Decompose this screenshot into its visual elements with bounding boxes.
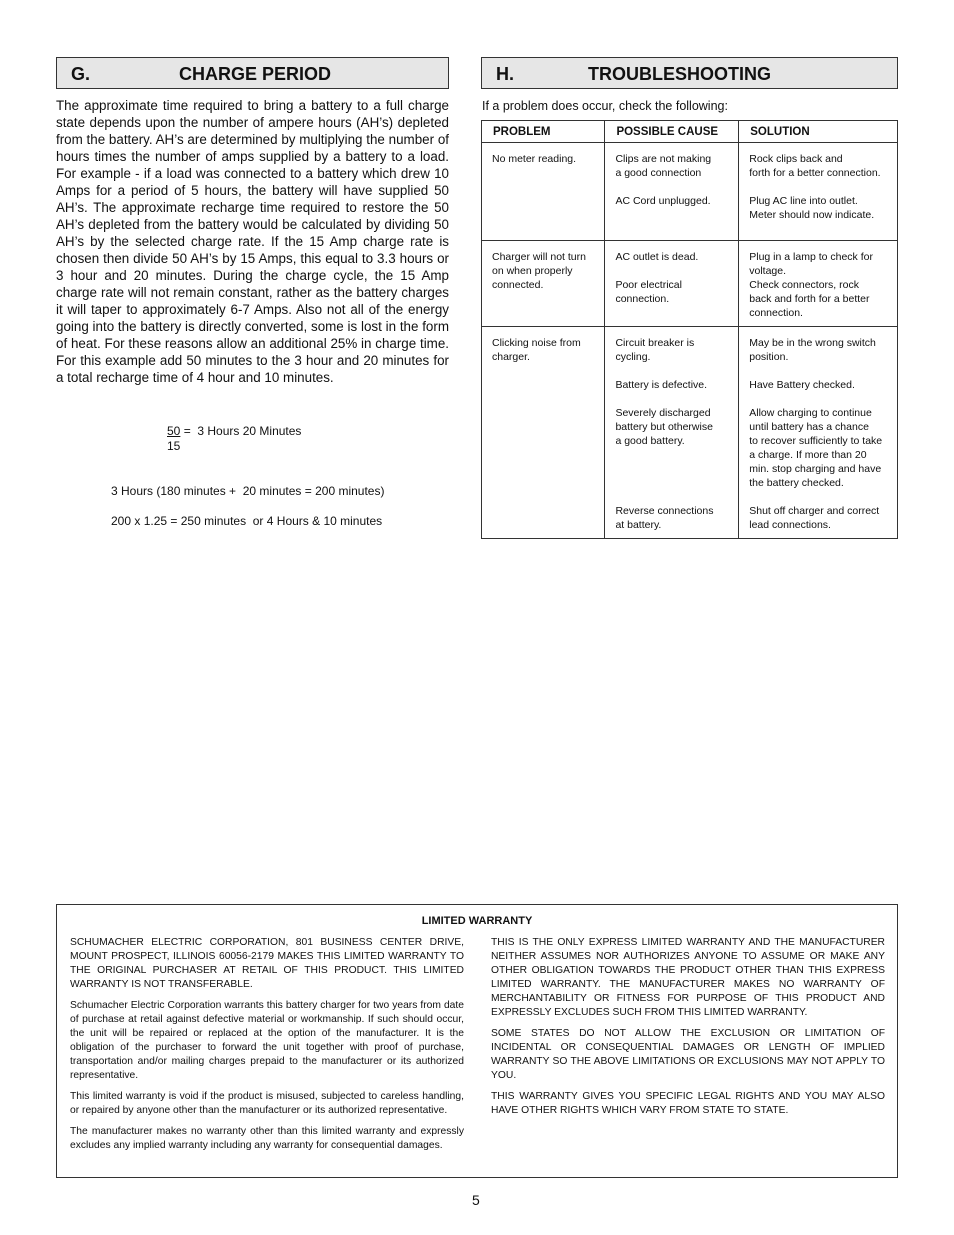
warranty-paragraph: SCHUMACHER ELECTRIC CORPORATION, 801 BUSINESS CENTER DRIVE, MOUNT PROSPECT, ILLINOIS 60056-2179 MAKES THIS LIMITED WARRANTY TO THE ORIGINAL PURCHASER AT RETAIL OF THIS PRODUCT. THIS LIMITED WARRANTY IS NOT TRANSFERABLE. <box>70 937 464 990</box>
header-problem: PROBLEM <box>482 121 605 143</box>
solution-cell-text: Allow charging to continue until battery has a chance to recover sufficiently to take a charge. If more than 20 min. stop charging and have the battery checked. <box>749 407 883 489</box>
warranty-paragraph: This limited warranty is void if the product is misused, subjected to careless handling, or repaired by anyone other than the manufacturer or its authorized representative. <box>70 1091 464 1116</box>
warranty-paragraph: Schumacher Electric Corporation warrants this battery charger for two years from date of purchase at retail against defective material or workmanship. If such should occur, the unit will be repaired or replaced at the option of the manufacturer. It is the obligation of the purchaser to forward the unit together with proof of purchase, transportation and/or mailing charges prepaid to the manufacturer or its authorized representative. <box>70 1000 464 1081</box>
calc-line-2: 200 x 1.25 = 250 minutes or 4 Hours & 10 minutes <box>111 514 383 528</box>
solution-cell-text: Plug in a lamp to check for voltage. Check connectors, rock back and forth for a better connection. <box>749 251 873 319</box>
solution-cell-text: Shut off charger and correct lead connections. <box>749 505 880 531</box>
cause-cell-text: Severely discharged battery but otherwise a good battery. <box>615 407 713 447</box>
section-g-letter: G. <box>71 64 91 84</box>
warranty-left-column <box>70 936 464 1160</box>
problem-cell-text: Charger will not turn on when properly connected. <box>492 251 586 291</box>
header-possible-cause: POSSIBLE CAUSE <box>605 121 739 143</box>
charge-period-text: The approximate time required to bring a battery to a full charge state depends upon the number of ampere hours (AH’s) depleted from the battery. AH’s are determined by multiplying the number of hours times the number of amps supplied by a battery to a load. For example - if a load was connected to a battery which drew 10 Amps for a period of 5 hours, the battery will have supplied 50 AH’s. The approximate recharge time required to restore the 50 AH’s depleted from the battery would be calculated by dividing 50 AH’s by the selected charge rate. If the 15 Amp charge rate is chosen then divide 50 AH’s by 15 Amps, this equal to 3.3 hours or 3 hour and 20 minutes. During the charge cycle, the 15 Amp charge rate will not remain constant, rather as the battery charges it will taper to approximately 6-7 Amps. Also not all of the energy going into the battery is directly converted, some is lost in the form of heat. For these reasons allow an additional 25% in charge time. For this example add 50 minutes to the 3 hour and 20 minutes for a total recharge time of 4 hour and 10 minutes. <box>56 98 449 385</box>
fraction-numerator: 50 <box>167 424 181 438</box>
cause-cell-text: Battery is defective. <box>615 379 708 391</box>
warranty-paragraph: THIS IS THE ONLY EXPRESS LIMITED WARRANTY AND THE MANUFACTURER NEITHER ASSUMES NOR AUTHORIZES ANYONE TO ASSUME OR MAKE ANY OTHER OBLIGATION TOWARDS THE PRODUCT OTHER THAN THIS EXPRESS LIMITED WARRANTY. THE MANUFACTURER MAKES NO WARRANTY OF MERCHANTABILITY OR FITNESS FOR PURPOSE OF THIS PRODUCT AND EXPRESSLY EXCLUDES SUCH FROM THIS LIMITED WARRANTY. <box>491 937 885 1018</box>
solution-cell <box>739 327 898 539</box>
page-number: 5 <box>472 1192 480 1208</box>
limited-warranty-box <box>56 904 898 1178</box>
solution-cell <box>739 143 898 241</box>
solution-cell <box>739 241 898 327</box>
solution-cell-text: Plug AC line into outlet. Meter should now indicate. <box>749 195 875 221</box>
calc-line-1: 3 Hours (180 minutes + 20 minutes = 200 minutes) <box>111 484 385 498</box>
cause-cell-text: Circuit breaker is cycling. <box>615 337 695 363</box>
section-g-title: CHARGE PERIOD <box>179 64 332 84</box>
solution-cell-text: Have Battery checked. <box>749 379 855 391</box>
section-h-letter: H. <box>496 64 514 84</box>
problem-cell <box>482 143 605 241</box>
problem-cell-text: Clicking noise from charger. <box>492 337 581 363</box>
cause-cell-text: AC outlet is dead. <box>615 251 699 263</box>
problem-cell <box>482 327 605 539</box>
warranty-paragraph: The manufacturer makes no warranty other than this limited warranty and expressly excludes any implied warranty including any warranty for consequential damages. <box>70 1126 464 1151</box>
section-h-title: TROUBLESHOOTING <box>588 64 771 84</box>
cause-cell <box>605 143 739 241</box>
problem-cell <box>482 241 605 327</box>
table-header-row <box>482 121 898 143</box>
cause-cell-text: Reverse connections at battery. <box>615 505 714 531</box>
solution-cell-text: May be in the wrong switch position. <box>749 337 876 363</box>
fraction-denominator: 15 <box>167 439 181 453</box>
cause-cell <box>605 241 739 327</box>
solution-cell-text: Rock clips back and forth for a better connection. <box>749 153 881 179</box>
table-row <box>482 241 898 327</box>
fraction-result: = 3 Hours 20 Minutes <box>180 424 302 438</box>
table-row <box>482 143 898 241</box>
table-row <box>482 327 898 539</box>
cause-cell <box>605 327 739 539</box>
warranty-paragraph: THIS WARRANTY GIVES YOU SPECIFIC LEGAL RIGHTS AND YOU MAY ALSO HAVE OTHER RIGHTS WHICH VARY FROM STATE TO STATE. <box>491 1091 885 1116</box>
warranty-paragraph: SOME STATES DO NOT ALLOW THE EXCLUSION OR LIMITATION OF INCIDENTAL OR CONSEQUENTIAL DAMAGES OR LENGTH OF IMPLIED WARRANTY SO THE ABOVE LIMITATIONS OR EXCLUSIONS MAY NOT APPLY TO YOU. <box>491 1028 885 1081</box>
warranty-title: LIMITED WARRANTY <box>421 915 533 927</box>
warranty-right-column <box>491 936 885 1125</box>
cause-cell-text: Clips are not making a good connection <box>615 153 712 179</box>
header-solution: SOLUTION <box>739 121 898 143</box>
charge-fraction <box>167 424 301 454</box>
troubleshooting-intro: If a problem does occur, check the following: <box>482 99 728 113</box>
problem-cell-text: No meter reading. <box>492 153 577 165</box>
troubleshooting-table <box>481 120 898 539</box>
section-g-header <box>56 57 449 89</box>
cause-cell-text: AC Cord unplugged. <box>615 195 711 207</box>
section-h-header <box>481 57 898 89</box>
cause-cell-text: Poor electrical connection. <box>615 279 682 305</box>
